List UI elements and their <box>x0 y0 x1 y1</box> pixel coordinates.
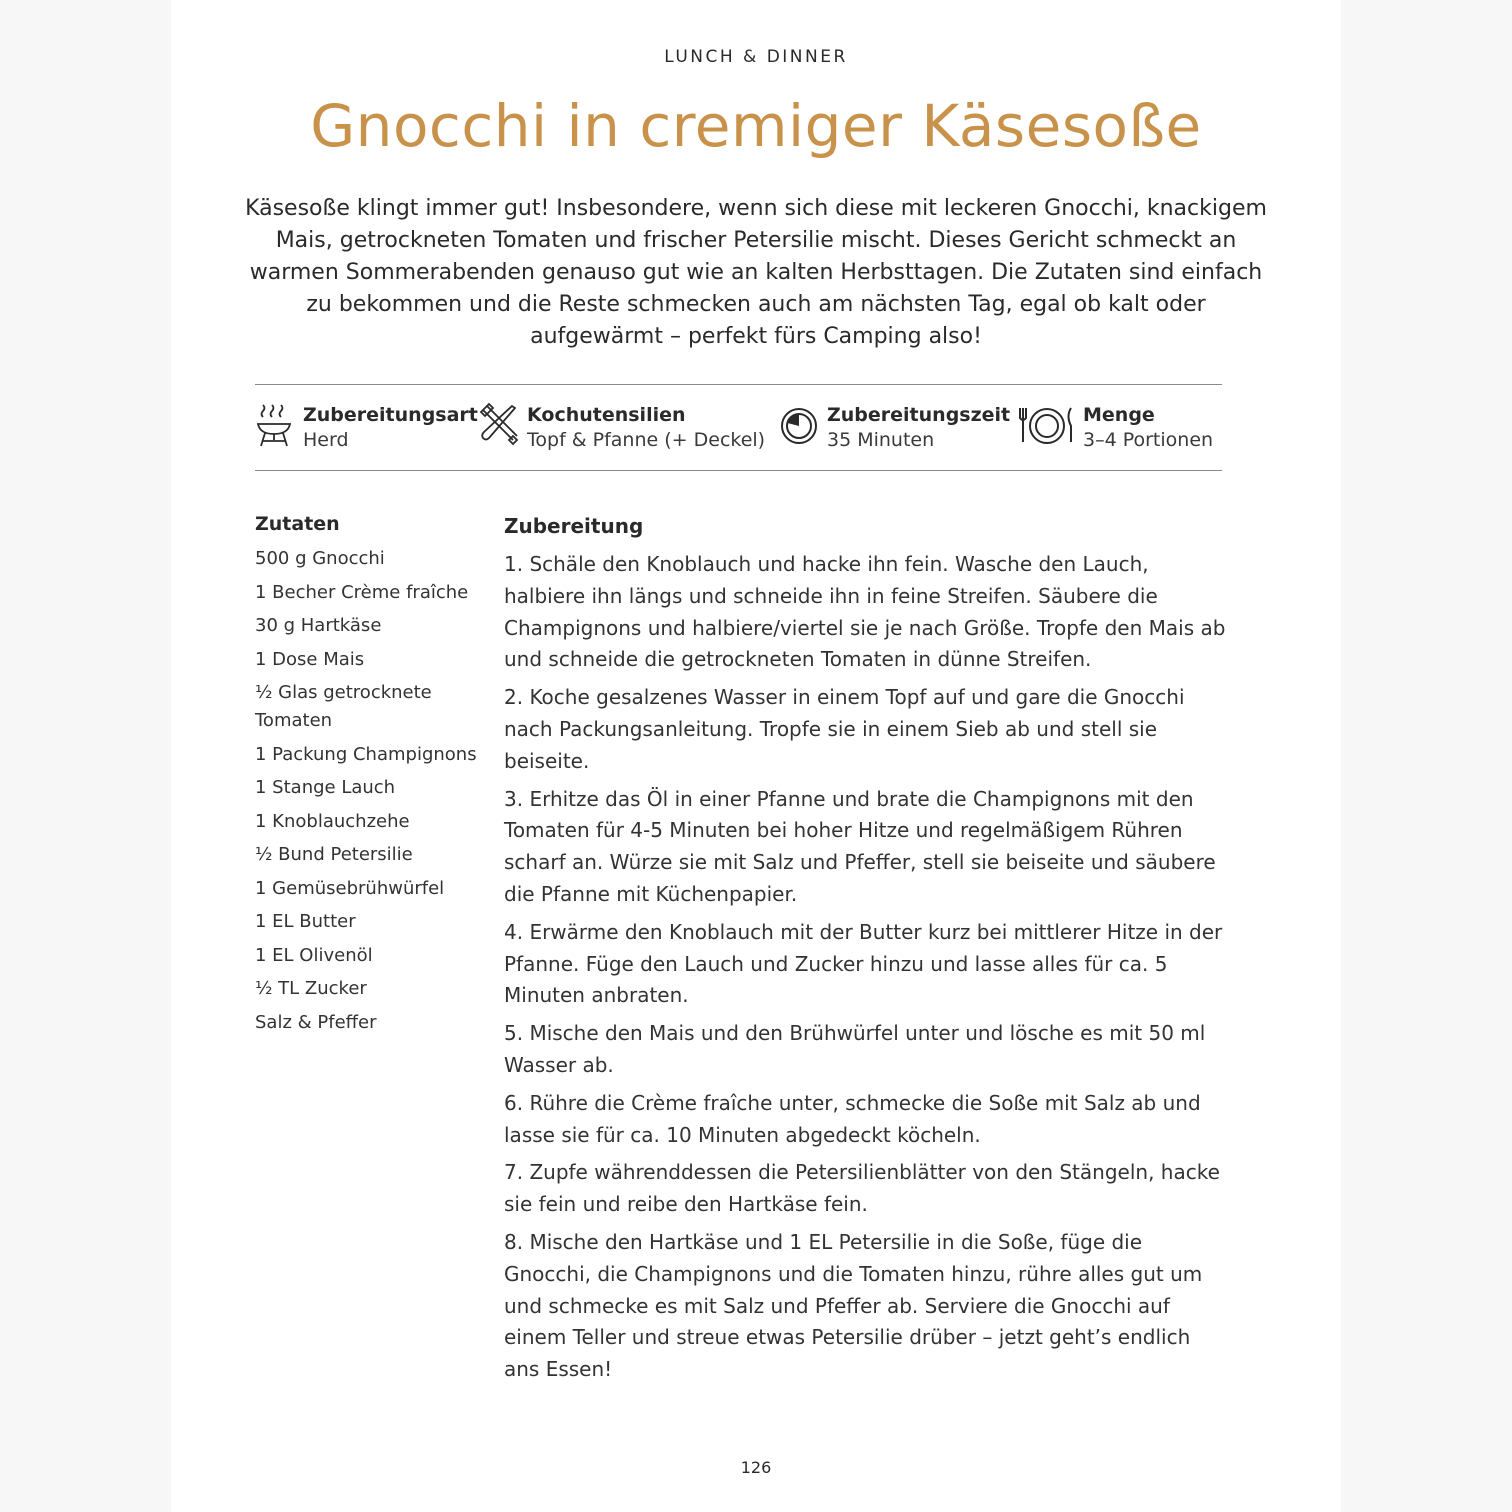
ingredient-item: 1 EL Butter <box>255 911 356 932</box>
utensils-icon <box>479 402 519 448</box>
preparation-title: Zubereitung <box>504 514 644 538</box>
info-label: Zubereitungszeit <box>827 404 1011 426</box>
info-value: Topf & Pfanne (+ Deckel) <box>527 429 766 451</box>
preparation-step: 5. Mische den Mais und den Brühwürfel unter und lösche es mit 50 ml Wasser ab. <box>504 1021 1206 1077</box>
preparation-step: 2. Koche gesalzenes Wasser in einem Topf auf und gare die Gnocchi nach Packungsanleitung. Tropfe sie in einem Sieb ab und stell sie beiseite. <box>504 685 1185 773</box>
preparation-steps <box>504 549 1229 1392</box>
info-divider-bottom <box>255 470 1222 471</box>
info-text <box>527 402 765 452</box>
section-kicker: LUNCH & DINNER <box>664 47 848 67</box>
ingredient-item: 1 EL Olivenöl <box>255 944 373 966</box>
grill-icon <box>255 402 295 448</box>
ingredients-title: Zutaten <box>255 513 340 535</box>
ingredient-item: 1 Knoblauchzehe <box>255 810 410 832</box>
ingredient-item: ½ Glas getrocknete Tomaten <box>255 682 432 731</box>
info-text <box>827 402 1010 452</box>
info-preparation-method <box>255 402 478 458</box>
ingredient-item: 30 g Hartkäse <box>255 615 382 636</box>
preparation-step: 7. Zupfe währenddessen die Petersilienblätter von den Stängeln, hacke sie fein und reibe den Hartkäse fein. <box>504 1160 1220 1217</box>
recipe-page <box>171 0 1341 1512</box>
ingredient-item: Salz & Pfeffer <box>255 1011 377 1033</box>
info-text <box>303 402 478 452</box>
plate-icon <box>1019 402 1075 448</box>
preparation-step: 4. Erwärme den Knoblauch mit der Butter kurz bei mittlerer Hitze in der Pfanne. Füge den Lauch und Zucker hinzu und lasse alles für ca. 5 Minuten anbraten. <box>504 919 1223 1008</box>
info-label: Menge <box>1083 404 1155 426</box>
ingredient-item: ½ Bund Petersilie <box>255 844 413 865</box>
preparation-step: 8. Mische den Hartkäse und 1 EL Petersilie in die Soße, füge die Gnocchi, die Champignons und die Tomaten hinzu, rühre alles gut um und schmecke es mit Salz und Pfeffer ab. Serviere die Gnocchi auf einem Teller und streue etwas Petersilie drüber – jetzt geht’s endlich ans Essen! <box>504 1229 1203 1382</box>
preparation-step: 6. Rühre die Crème fraîche unter, schmecke die Soße mit Salz ab und lasse sie für ca. 10 Minuten abgedeckt köcheln. <box>504 1090 1201 1147</box>
info-value: 35 Minuten <box>827 429 935 451</box>
ingredient-item: 1 Packung Champignons <box>255 743 477 765</box>
preparation-step: 3. Erhitze das Öl in einer Pfanne und brate die Champignons mit den Tomaten für 4-5 Minuten bei hoher Hitze und regelmäßigem Rühren scharf an. Würze sie mit Salz und Pfeffer, stell sie beiseite und säubere die Pfanne mit Küchenpapier. <box>504 786 1216 906</box>
ingredient-item: 1 Gemüsebrühwürfel <box>255 877 445 899</box>
ingredients-list <box>255 545 485 1042</box>
ingredient-item: 500 g Gnocchi <box>255 548 385 569</box>
ingredient-item: ½ TL Zucker <box>255 978 367 999</box>
info-value: 3–4 Portionen <box>1083 429 1214 451</box>
recipe-title: Gnocchi in cremiger Käsesoße <box>310 92 1202 160</box>
ingredient-item: 1 Dose Mais <box>255 648 365 670</box>
info-value: Herd <box>303 429 349 451</box>
info-text <box>1083 402 1213 452</box>
ingredient-item: 1 Becher Crème fraîche <box>255 581 469 603</box>
info-utensils <box>479 402 765 458</box>
clock-icon <box>779 402 819 448</box>
recipe-intro: Käsesoße klingt immer gut! Insbesondere, wenn sich diese mit leckeren Gnocchi, knackigem Mais, getrockneten Tomaten und frischer Petersilie mischt. Dieses Gericht schmeckt an warmen Sommerabenden genauso gut wie an kalten Herbsttagen. Die Zutaten sind einfach zu bekommen und die Reste schmecken auch am nächsten Tag, egal ob kalt oder aufgewärmt – perfekt fürs Camping also! <box>245 196 1267 349</box>
ingredient-item: 1 Stange Lauch <box>255 777 396 798</box>
info-label: Zubereitungsart <box>303 404 478 426</box>
info-servings <box>1019 402 1213 458</box>
info-label: Kochutensilien <box>527 404 686 426</box>
page-number: 126 <box>740 1458 772 1477</box>
preparation-step: 1. Schäle den Knoblauch und hacke ihn fein. Wasche den Lauch, halbiere ihn längs und schneide ihn in feine Streifen. Säubere die Champignons und halbiere/viertel sie je nach Größe. Tropfe den Mais ab und schneide die getrockneten Tomaten in dünne Streifen. <box>504 552 1226 672</box>
info-divider-top <box>255 384 1222 385</box>
info-preparation-time <box>779 402 1010 458</box>
